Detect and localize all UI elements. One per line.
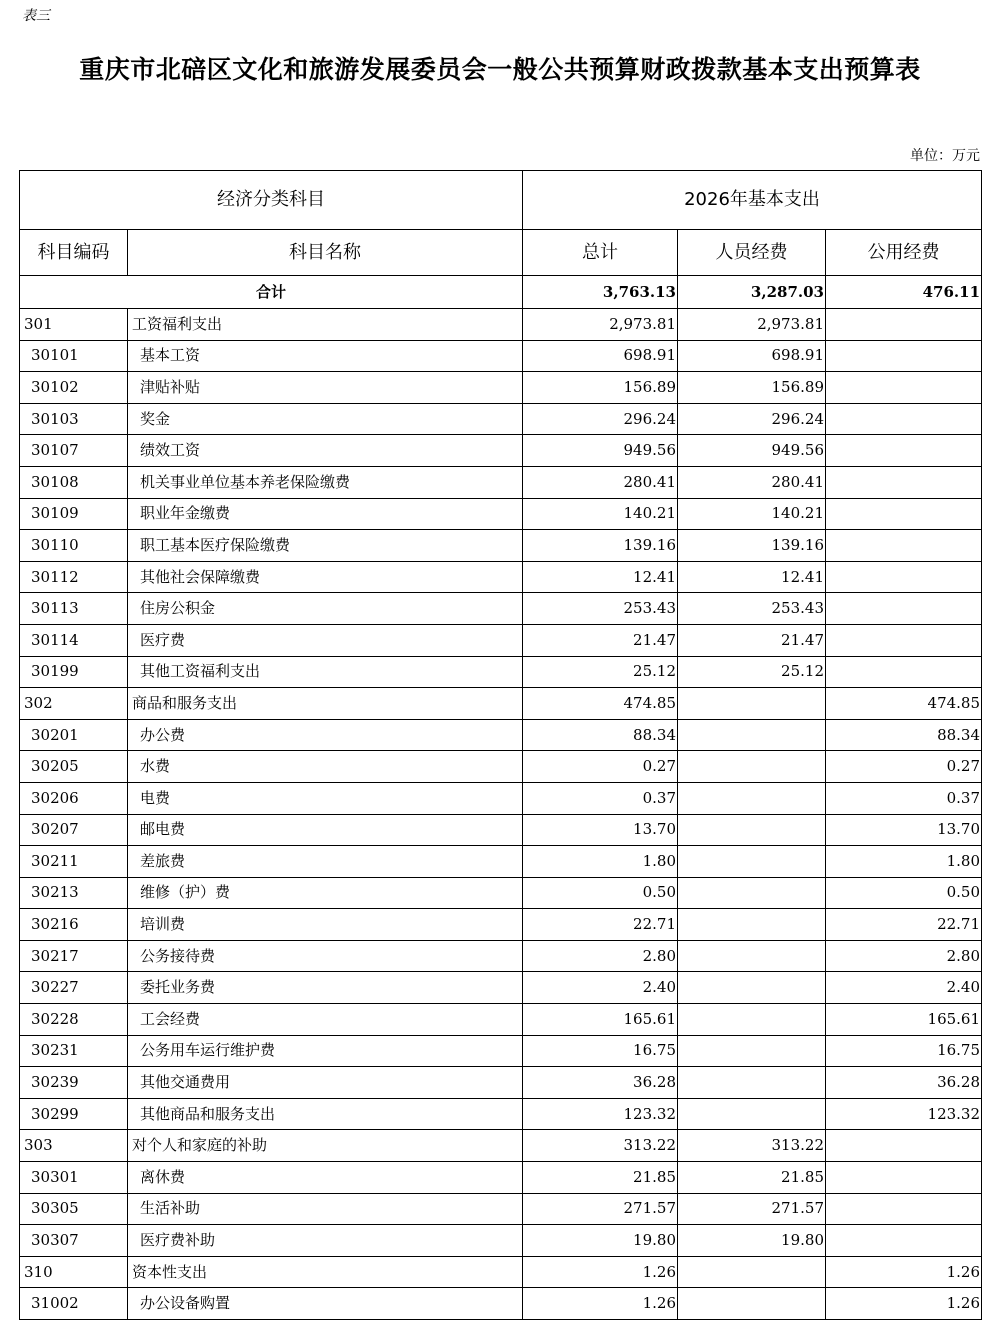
row-total: 1.26 [523,1288,678,1320]
row-code: 303 [20,1130,128,1162]
row-total: 698.91 [523,340,678,372]
row-name: 委托业务费 [128,972,523,1004]
header-econ-category: 经济分类科目 [20,171,523,230]
table-row [20,309,982,341]
table-row [20,1098,982,1130]
row-code: 30207 [20,814,128,846]
row-personnel [678,1256,826,1288]
table-row [20,498,982,530]
row-total: 0.27 [523,751,678,783]
header-code: 科目编码 [20,230,128,276]
table-row [20,1130,982,1162]
row-public: 1.26 [826,1256,982,1288]
table-label: 表三 [22,8,50,24]
row-public: 0.27 [826,751,982,783]
row-personnel: 949.56 [678,435,826,467]
table-row [20,1035,982,1067]
header-row-1 [20,171,982,230]
row-public: 474.85 [826,688,982,720]
row-total: 0.37 [523,782,678,814]
row-name: 商品和服务支出 [128,688,523,720]
row-total: 88.34 [523,719,678,751]
row-name: 电费 [128,782,523,814]
header-name: 科目名称 [128,230,523,276]
row-name: 其他商品和服务支出 [128,1098,523,1130]
row-public: 36.28 [826,1067,982,1099]
row-public: 123.32 [826,1098,982,1130]
row-personnel: 296.24 [678,403,826,435]
total-row [20,276,982,309]
header-public: 公用经费 [826,230,982,276]
row-public [826,656,982,688]
table-row [20,561,982,593]
row-total: 140.21 [523,498,678,530]
row-public [826,530,982,562]
row-name: 职工基本医疗保险缴费 [128,530,523,562]
row-code: 30305 [20,1193,128,1225]
row-total: 22.71 [523,909,678,941]
row-name: 其他社会保障缴费 [128,561,523,593]
row-code: 302 [20,688,128,720]
row-code: 30109 [20,498,128,530]
row-total: 21.85 [523,1162,678,1194]
row-code: 30216 [20,909,128,941]
table-row [20,940,982,972]
row-public: 88.34 [826,719,982,751]
row-personnel [678,1098,826,1130]
row-personnel [678,972,826,1004]
row-name: 工会经费 [128,1004,523,1036]
row-total: 156.89 [523,372,678,404]
row-personnel [678,814,826,846]
row-total: 12.41 [523,561,678,593]
row-personnel [678,909,826,941]
row-name: 基本工资 [128,340,523,372]
row-total: 21.47 [523,624,678,656]
row-personnel [678,846,826,878]
table-row [20,403,982,435]
table-row [20,1193,982,1225]
row-total: 313.22 [523,1130,678,1162]
table-row [20,656,982,688]
table-row [20,782,982,814]
table-row [20,1256,982,1288]
row-public: 0.37 [826,782,982,814]
row-total: 2.40 [523,972,678,1004]
table-row [20,846,982,878]
row-public [826,1162,982,1194]
row-public [826,624,982,656]
row-code: 31002 [20,1288,128,1320]
row-personnel: 280.41 [678,466,826,498]
row-personnel [678,751,826,783]
table-row [20,466,982,498]
row-personnel: 21.85 [678,1162,826,1194]
row-code: 310 [20,1256,128,1288]
row-code: 30227 [20,972,128,1004]
row-public [826,435,982,467]
table-row [20,972,982,1004]
row-code: 30201 [20,719,128,751]
row-total: 271.57 [523,1193,678,1225]
row-code: 30211 [20,846,128,878]
table-row [20,1288,982,1320]
row-code: 30206 [20,782,128,814]
row-public [826,372,982,404]
total-public: 476.11 [826,276,982,309]
row-personnel: 253.43 [678,593,826,625]
row-total: 296.24 [523,403,678,435]
row-public: 1.80 [826,846,982,878]
row-name: 医疗费补助 [128,1225,523,1257]
table-row [20,1067,982,1099]
row-code: 30112 [20,561,128,593]
row-personnel [678,688,826,720]
row-total: 13.70 [523,814,678,846]
table-row [20,1225,982,1257]
row-code: 30231 [20,1035,128,1067]
row-public: 13.70 [826,814,982,846]
row-personnel: 2,973.81 [678,309,826,341]
total-label: 合计 [20,276,523,309]
row-public [826,593,982,625]
row-code: 30213 [20,877,128,909]
table-row [20,751,982,783]
table-row [20,372,982,404]
row-total: 253.43 [523,593,678,625]
table-row [20,909,982,941]
row-name: 水费 [128,751,523,783]
row-name: 资本性支出 [128,1256,523,1288]
table-row [20,814,982,846]
row-personnel [678,877,826,909]
row-total: 123.32 [523,1098,678,1130]
table-row [20,688,982,720]
table-row [20,340,982,372]
row-code: 30108 [20,466,128,498]
row-name: 办公费 [128,719,523,751]
table-row [20,435,982,467]
row-code: 30228 [20,1004,128,1036]
row-personnel [678,1288,826,1320]
row-personnel: 271.57 [678,1193,826,1225]
row-total: 2,973.81 [523,309,678,341]
row-personnel [678,1067,826,1099]
table-row [20,593,982,625]
row-total: 949.56 [523,435,678,467]
table-row [20,1004,982,1036]
row-name: 对个人和家庭的补助 [128,1130,523,1162]
row-code: 30110 [20,530,128,562]
row-personnel [678,782,826,814]
row-personnel [678,1035,826,1067]
row-name: 医疗费 [128,624,523,656]
row-personnel [678,719,826,751]
row-name: 生活补助 [128,1193,523,1225]
row-personnel: 156.89 [678,372,826,404]
row-total: 0.50 [523,877,678,909]
table-row [20,624,982,656]
header-total: 总计 [523,230,678,276]
row-name: 公务接待费 [128,940,523,972]
row-name: 培训费 [128,909,523,941]
budget-table [19,170,982,1320]
row-name: 差旅费 [128,846,523,878]
unit-label: 单位：万元 [910,148,980,164]
row-code: 30102 [20,372,128,404]
row-name: 公务用车运行维护费 [128,1035,523,1067]
row-total: 280.41 [523,466,678,498]
row-public: 165.61 [826,1004,982,1036]
row-personnel: 21.47 [678,624,826,656]
row-personnel: 313.22 [678,1130,826,1162]
row-public: 22.71 [826,909,982,941]
table-row [20,1162,982,1194]
row-name: 工资福利支出 [128,309,523,341]
row-public: 1.26 [826,1288,982,1320]
row-personnel [678,1004,826,1036]
row-personnel: 25.12 [678,656,826,688]
row-code: 30301 [20,1162,128,1194]
row-public [826,1193,982,1225]
row-code: 30239 [20,1067,128,1099]
row-personnel: 140.21 [678,498,826,530]
row-code: 30103 [20,403,128,435]
row-public [826,309,982,341]
document-title: 重庆市北碚区文化和旅游发展委员会一般公共预算财政拨款基本支出预算表 [79,55,921,84]
row-total: 19.80 [523,1225,678,1257]
total-personnel: 3,287.03 [678,276,826,309]
row-name: 津贴补贴 [128,372,523,404]
row-total: 36.28 [523,1067,678,1099]
row-name: 其他交通费用 [128,1067,523,1099]
row-code: 30114 [20,624,128,656]
row-code: 30107 [20,435,128,467]
row-total: 165.61 [523,1004,678,1036]
row-public [826,1130,982,1162]
row-code: 30101 [20,340,128,372]
row-name: 绩效工资 [128,435,523,467]
table-row [20,877,982,909]
row-personnel: 698.91 [678,340,826,372]
row-public [826,466,982,498]
table-row [20,530,982,562]
row-code: 301 [20,309,128,341]
row-total: 139.16 [523,530,678,562]
row-public [826,340,982,372]
row-personnel: 19.80 [678,1225,826,1257]
row-public: 0.50 [826,877,982,909]
row-personnel [678,940,826,972]
row-personnel: 139.16 [678,530,826,562]
header-personnel: 人员经费 [678,230,826,276]
row-total: 1.26 [523,1256,678,1288]
row-public: 16.75 [826,1035,982,1067]
row-public [826,403,982,435]
row-name: 职业年金缴费 [128,498,523,530]
row-name: 住房公积金 [128,593,523,625]
row-name: 办公设备购置 [128,1288,523,1320]
header-year-basic: 2026年基本支出 [523,171,982,230]
row-name: 邮电费 [128,814,523,846]
row-code: 30199 [20,656,128,688]
row-total: 474.85 [523,688,678,720]
row-personnel: 12.41 [678,561,826,593]
row-code: 30205 [20,751,128,783]
header-row-2 [20,230,982,276]
total-total: 3,763.13 [523,276,678,309]
row-code: 30217 [20,940,128,972]
row-code: 30299 [20,1098,128,1130]
row-public: 2.40 [826,972,982,1004]
row-name: 机关事业单位基本养老保险缴费 [128,466,523,498]
row-code: 30113 [20,593,128,625]
row-total: 25.12 [523,656,678,688]
row-name: 离休费 [128,1162,523,1194]
table-row [20,719,982,751]
row-name: 维修（护）费 [128,877,523,909]
row-name: 奖金 [128,403,523,435]
row-public [826,1225,982,1257]
row-total: 1.80 [523,846,678,878]
row-total: 2.80 [523,940,678,972]
row-public [826,561,982,593]
row-public [826,498,982,530]
row-public: 2.80 [826,940,982,972]
row-total: 16.75 [523,1035,678,1067]
row-name: 其他工资福利支出 [128,656,523,688]
row-code: 30307 [20,1225,128,1257]
